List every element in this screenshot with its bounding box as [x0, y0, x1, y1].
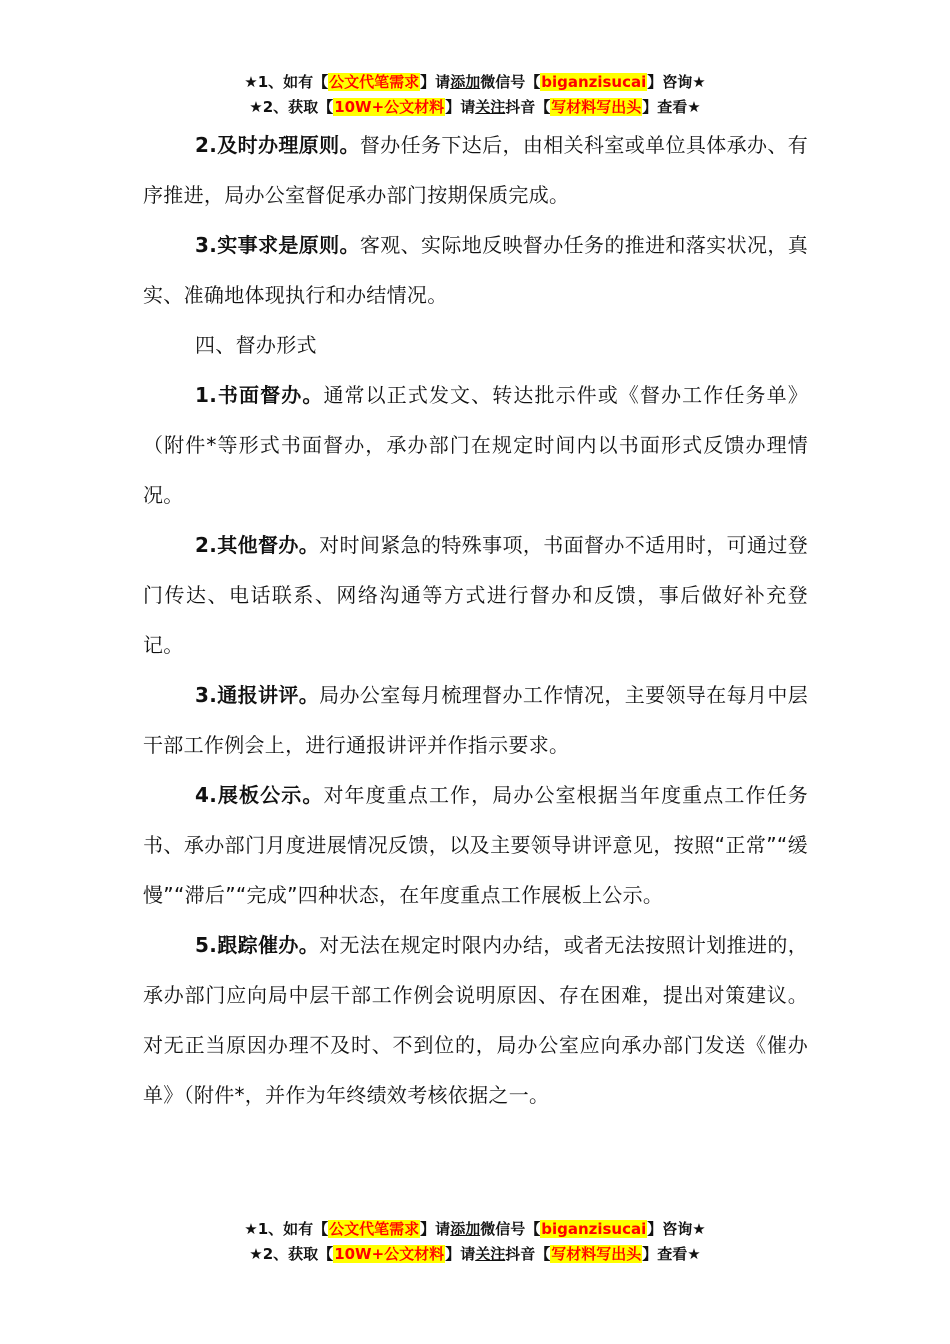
paragraph: 3.实事求是原则。客观、实际地反映督办任务的推进和落实状况，真实、准确地体现执行和办结情况。	[143, 233, 809, 307]
banner-line-2: ★2、获取【10W+公文材料】请关注抖音【写材料写出头】查看★	[249, 1245, 701, 1263]
banner-highlight: 10W+公文材料	[334, 98, 445, 116]
banner-highlight: biganzisucai	[541, 73, 647, 91]
banner-line-1: ★1、如有【公文代笔需求】请添加微信号【biganzisucai】咨询★	[244, 1220, 706, 1238]
paragraph: 2.及时办理原则。督办任务下达后，由相关科室或单位具体承办、有序推进，局办公室督促承办部门按期保质完成。	[143, 133, 809, 207]
paragraph: 3.通报讲评。局办公室每月梳理督办工作情况，主要领导在每月中层干部工作例会上，进行通报讲评并作指示要求。	[143, 683, 808, 757]
banner-highlight: 写材料写出头	[551, 1245, 642, 1263]
banner-highlight: 公文代笔需求	[329, 1220, 420, 1238]
header-banner	[0, 70, 950, 120]
section-heading: 四、督办形式	[195, 333, 317, 357]
banner-highlight: biganzisucai	[541, 1220, 647, 1238]
document-body	[143, 120, 808, 1120]
paragraph: 4.展板公示。对年度重点工作，局办公室根据当年度重点工作任务书、承办部门月度进展情况反馈，以及主要领导讲评意见，按照“正常”“缓慢”“滞后”“完成”四种状态，在年度重点工作展板上公示。	[143, 783, 808, 907]
banner-highlight: 公文代笔需求	[329, 73, 420, 91]
paragraph: 1.书面督办。通常以正式发文、转达批示件或《督办工作任务单》（附件*等形式书面督办，承办部门在规定时间内以书面形式反馈办理情况。	[143, 383, 808, 507]
footer-banner	[0, 1217, 950, 1267]
banner-highlight: 写材料写出头	[551, 98, 642, 116]
banner-line-2: ★2、获取【10W+公文材料】请关注抖音【写材料写出头】查看★	[249, 98, 701, 116]
paragraph: 2.其他督办。对时间紧急的特殊事项，书面督办不适用时，可通过登门传达、电话联系、网络沟通等方式进行督办和反馈，事后做好补充登记。	[143, 533, 808, 657]
banner-highlight: 10W+公文材料	[334, 1245, 445, 1263]
banner-line-1: ★1、如有【公文代笔需求】请添加微信号【biganzisucai】咨询★	[244, 73, 706, 91]
paragraph: 5.跟踪催办。对无法在规定时限内办结，或者无法按照计划推进的，承办部门应向局中层干部工作例会说明原因、存在困难，提出对策建议。对无正当原因办理不及时、不到位的，局办公室应向承办部门发送《催办单》（附件*，并作为年终绩效考核依据之一。	[143, 933, 808, 1107]
